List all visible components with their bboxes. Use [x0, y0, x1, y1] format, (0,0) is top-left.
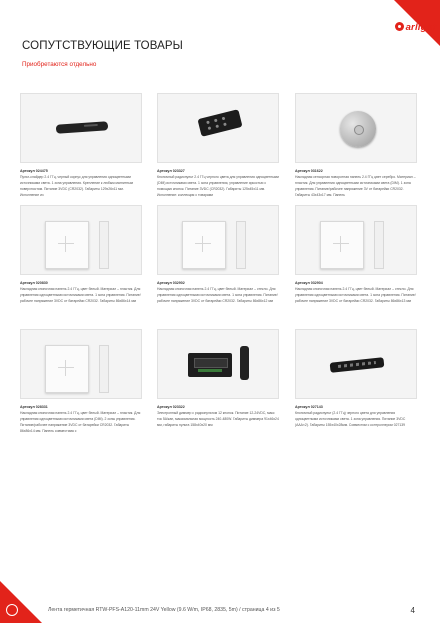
remote-flat-icon: [56, 121, 109, 134]
wall-panel-icon: [45, 345, 89, 393]
footer-logo-icon: [6, 604, 18, 616]
remote-black-icon: [197, 109, 242, 137]
page-subtitle: Приобретаются отдельно: [22, 61, 97, 68]
product-article: Артикул 024475: [20, 169, 48, 173]
product-card[interactable]: [20, 329, 142, 458]
product-image: [157, 205, 279, 275]
controller-icon: [188, 353, 232, 377]
remote-small-icon: [240, 346, 249, 380]
product-card[interactable]: [295, 329, 417, 458]
wall-panel-side-icon: [236, 221, 246, 269]
footer-text: Лента герметичная RTW-PFS-A120-11mm 24V Yellow (9.6 W/m, IP68, 2835, 5m) / страница 4 из 5: [48, 607, 280, 613]
wall-panel-icon: [45, 221, 89, 269]
product-article: Артикул 020830: [20, 281, 48, 285]
brand-logo: [395, 22, 436, 33]
product-description: Кнопочный радиопульт 2.4 ГГц черного цвета для управления одноцветными (DIM) источниками света. 1 зона управления, управление яркостью с помощью кнопок. Питание 3VDC (CR2032). Габариты 125х45х11 мм. Исполнение: коллекция с товарами: [157, 175, 279, 197]
product-card[interactable]: [295, 205, 417, 334]
product-card[interactable]: [20, 205, 142, 334]
product-article: Артикул 023327: [157, 169, 185, 173]
product-card[interactable]: [295, 93, 417, 222]
product-image: [157, 329, 279, 399]
product-card[interactable]: [157, 205, 279, 334]
product-image: [295, 205, 417, 275]
product-description: Накладная кнопочная панель 2.4 ГГц, цвет белый. Материал – стекло. Для управления одноцветными источниками света. 1 зона управления. Питание/рабочее напряжение 3VDC от батарейки CR2032. Габариты 86х86х12 мм: [157, 287, 278, 303]
product-image: [157, 93, 279, 163]
product-card[interactable]: [157, 93, 279, 222]
product-image: [20, 93, 142, 163]
round-panel-icon: [340, 111, 376, 147]
wall-panel-side-icon: [374, 221, 384, 269]
product-description: Кнопочный радиопульт (2.4 ГГц) черного цвета для управления одноцветными источниками света. 1 зона управления. Питание 3VDC (AAA×2). Габариты 155х40х28мм. Совместим с контроллером 027139: [295, 411, 406, 427]
product-article: Артикул 028331: [20, 405, 48, 409]
product-article: Артикул 032904: [295, 281, 323, 285]
footer-corner: [0, 581, 42, 623]
logo-mark-icon: [395, 22, 404, 31]
product-article: Артикул 027143: [295, 405, 323, 409]
product-description: Электронный диммер с радиопультом 12 кнопок. Питание 12-24VDC, макс ток 5А/кан, максимальная мощность 240-480W. Габариты диммера 91х46х24 мм, габариты пульта 158х40х20 мм: [157, 411, 279, 427]
product-image: [20, 205, 142, 275]
product-article: Артикул 023322: [157, 405, 185, 409]
product-description: Накладная кнопочная панель 2.4 ГГц, цвет белый. Материал – пластик. Для управления одноцветными источниками света (DIM). 2 зоны управления. Питание/рабочее напряжение 3VDC от батарейки CR2032. Габариты 86х86х14 мм. Панель совместима с: [20, 411, 141, 433]
product-card[interactable]: [157, 329, 279, 458]
product-description: Накладная сенсорная поворотная панель 2.4 ГГц цвет серебро. Материал – пластик. Для управления одноцветными источниками света (DIM). 1 зона управления. Питание/рабочее напряжение 3V от батарейки CR2032. Габариты 43х43х17 мм. Панель: [295, 175, 416, 197]
product-description: Накладная кнопочная панель 2.4 ГГц, цвет белый. Материал – пластик. Для управления одноцветными источниками света. 1 зона управления. Питание/рабочее напряжение 3VDC от батарейки CR2032. Габариты 86х86х14 мм: [20, 287, 141, 303]
product-image: [295, 329, 417, 399]
product-image: [20, 329, 142, 399]
product-image: [295, 93, 417, 163]
page-number: 4: [410, 606, 415, 615]
product-description: Пульт-слайдер 2.4 ГГц, черный корпус для управления одноцветными источниками света. 1 зона управления. Крепление к любым магнитным поверхностям. Питание 3VDC (CR2032). Габариты 129х26х11 мм. Исполнение из: [20, 175, 133, 197]
wall-panel-icon: [320, 221, 364, 269]
brand-name: arlight: [405, 22, 436, 33]
page-title: СОПУТСТВУЮЩИЕ ТОВАРЫ: [22, 40, 183, 52]
product-description: Накладная кнопочная панель 2.4 ГГц, цвет белый. Материал – стекло. Для управления одноцветными источниками света. 1 зона управления. Питание/рабочее напряжение 3VDC от батарейки CR2032. Габариты 86х86х13 мм: [295, 287, 416, 303]
bar-remote-icon: [330, 357, 385, 373]
product-article: Артикул 031622: [295, 169, 323, 173]
wall-panel-icon: [182, 221, 226, 269]
product-article: Артикул 032902: [157, 281, 185, 285]
wall-panel-side-icon: [99, 345, 109, 393]
wall-panel-side-icon: [99, 221, 109, 269]
product-card[interactable]: [20, 93, 142, 222]
